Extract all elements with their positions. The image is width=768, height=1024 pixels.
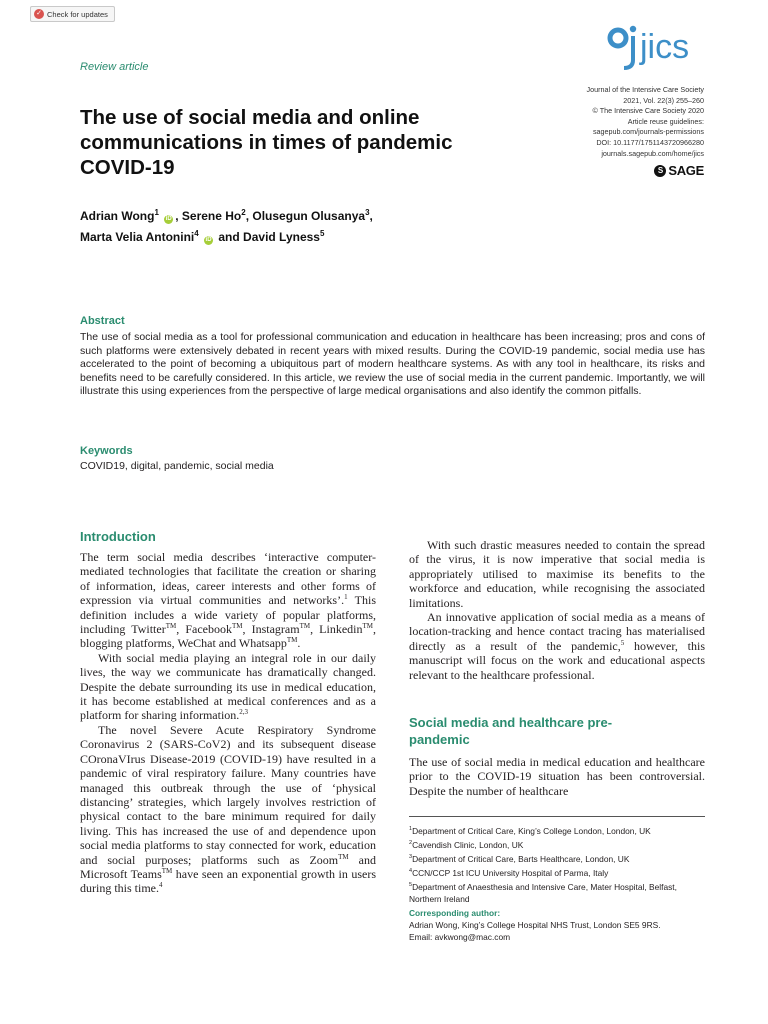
reuse-guidelines: Article reuse guidelines: [627, 116, 704, 126]
check-for-updates-button[interactable] [30, 6, 115, 22]
article-type: Review article [80, 61, 149, 73]
affiliation-ref: 2 [241, 208, 246, 217]
journal-info [514, 85, 704, 159]
affiliation: $^4$CCN/CCP 1st ICU University Hospital of Parma, Italy [409, 867, 609, 878]
affiliation-ref: 5 [319, 229, 325, 238]
affiliation: $^5$Department of Anaesthesia and Intensive Care, Mater Hospital, Belfast, Northern Ireland [409, 881, 677, 904]
citation-ref[interactable]: 4 [159, 881, 163, 890]
introduction-heading: Introduction [80, 529, 156, 544]
journal-volume: 2021, Vol. 22(3) 255–260 [623, 95, 704, 105]
keywords-text: COVID19, digital, pandemic, social media [80, 460, 274, 472]
publisher-name: SAGE [668, 163, 704, 178]
abstract-heading: Abstract [80, 315, 125, 327]
check-for-updates-label: Check for updates [47, 9, 108, 19]
corresponding-author [409, 920, 705, 943]
author-name: Marta Velia Antonini [80, 230, 195, 244]
paragraph: The use of social media in medical education and healthcare prior to the COVID-19 situation has been controversial. Despite the number of healthcare [409, 755, 705, 798]
orcid-icon[interactable]: iD [205, 237, 212, 243]
paragraph: The novel Severe Acute Respiratory Syndrome Coronavirus 2 (SARS-CoV2) and its subsequent disease COronaVIrus Disease-2019 (COVID-19) have resulted in a pandemic of viral respiratory failure. Many countries have managed this outbreak through the use of ‘physical distancing’ strategies, which largely involves restriction of physical contact to the bare minimum required for daily living. This has increased the use of and dependence upon social media platforms to stay connected for work, education and social purposes; platforms such as Zoom™ and Microsoft Teams™ have seen an exponential growth in users during this time.$^4$ [80, 722, 376, 896]
corresponding-author-heading: Corresponding author: [409, 908, 501, 918]
affiliation: $^2$Cavendish Clinic, London, UK [409, 839, 524, 850]
left-column [80, 550, 376, 896]
citation-ref[interactable]: 1 [344, 593, 348, 602]
right-column-continued [409, 755, 705, 798]
affiliation-ref: 1 [154, 208, 159, 217]
affiliation: $^1$Department of Critical Care, King’s College London, London, UK [409, 825, 651, 836]
journal-copyright: © The Intensive Care Society 2020 [592, 106, 704, 116]
corresponding-address: Adrian Wong, King’s College Hospital NHS Trust, London SE5 9RS. [409, 920, 661, 930]
paragraph: An innovative application of social media as a means of location-tracking and hence contact tracing has materialised directly as a result of the pandemic,$^5$ however, this manuscript will focus on the work and educational aspects relevant to the healthcare professional. [409, 610, 706, 682]
sage-logo [654, 163, 704, 178]
abstract-text: The use of social media as a tool for professional communication and education in healthcare has been increasing; pros and cons of such platforms were extensively debated in recent years with mixed results. During the COVID-19 pandemic, social media use has accelerated to the point of becoming a ubiquitous part of modern healthcare systems. As with any tool in healthcare, its risks and benefits need to be carefully considered. In this article, we review the use of social media in the current pandemic. Importantly, we will illustrate this using experiences from the perspective of large medical organisations and also identify the common pitfalls. [80, 331, 705, 398]
paragraph: With such drastic measures needed to contain the spread of the virus, it is now imperative that social media is appropriately utilised to maximise its benefits to the workforce and education, while recognising the associated limitations. [409, 538, 705, 610]
citation-ref[interactable]: 5 [620, 638, 625, 647]
author-name: Adrian Wong [80, 209, 155, 223]
journal-homepage-link[interactable]: journals.sagepub.com/home/jics [601, 148, 704, 158]
paragraph: With social media playing an integral role in our daily lives, the way we communicate has dramatically changed. Despite the debate surrounding its use in medical education, it has become established at medical conferences and as a platform for sharing information.$^{2,3}$ [80, 650, 376, 723]
author-name: , Olusegun Olusanya [245, 209, 366, 223]
update-icon: ✓ [34, 9, 44, 19]
affiliation-ref: 4 [194, 229, 199, 238]
journal-name: Journal of the Intensive Care Society [586, 85, 704, 94]
logo-text: jics [640, 28, 690, 66]
author-name: , Serene Ho [175, 209, 242, 223]
affiliation-ref: 3 [365, 208, 370, 217]
orcid-icon[interactable]: iD [165, 216, 172, 222]
paragraph: The term social media describes ‘interactive computer-mediated technologies that facilitate the creation or sharing of information, ideas, career interests and other forms of expression via virtual communities and networks’.$^1$ This definition includes a wide variety of popular platforms, including Twitter™, Facebook™, Instagram™, Linkedin™, blogging platforms, WeChat and Whatsapp™. [80, 550, 376, 651]
author-separator: , [369, 209, 373, 223]
doi[interactable]: DOI: 10.1177/1751143720966280 [596, 137, 704, 147]
keywords-heading: Keywords [80, 445, 133, 457]
corresponding-email[interactable]: Email: avkwong@mac.com [409, 931, 511, 942]
affiliation: $^3$Department of Critical Care, Barts Healthcare, London, UK [409, 853, 630, 864]
author-name: and David Lyness [215, 230, 320, 244]
author-list [80, 204, 480, 246]
sage-icon: S [654, 165, 666, 177]
permissions-link[interactable]: sagepub.com/journals-permissions [592, 127, 704, 137]
right-column [409, 538, 705, 682]
citation-ref[interactable]: 2,3 [239, 708, 249, 717]
jics-logo [606, 24, 706, 70]
article-title: The use of social media and online communications in times of pandemic COVID-19 [80, 106, 453, 179]
social-media-heading: Social media and healthcare pre-pandemic [409, 715, 613, 747]
affiliations [409, 816, 705, 905]
